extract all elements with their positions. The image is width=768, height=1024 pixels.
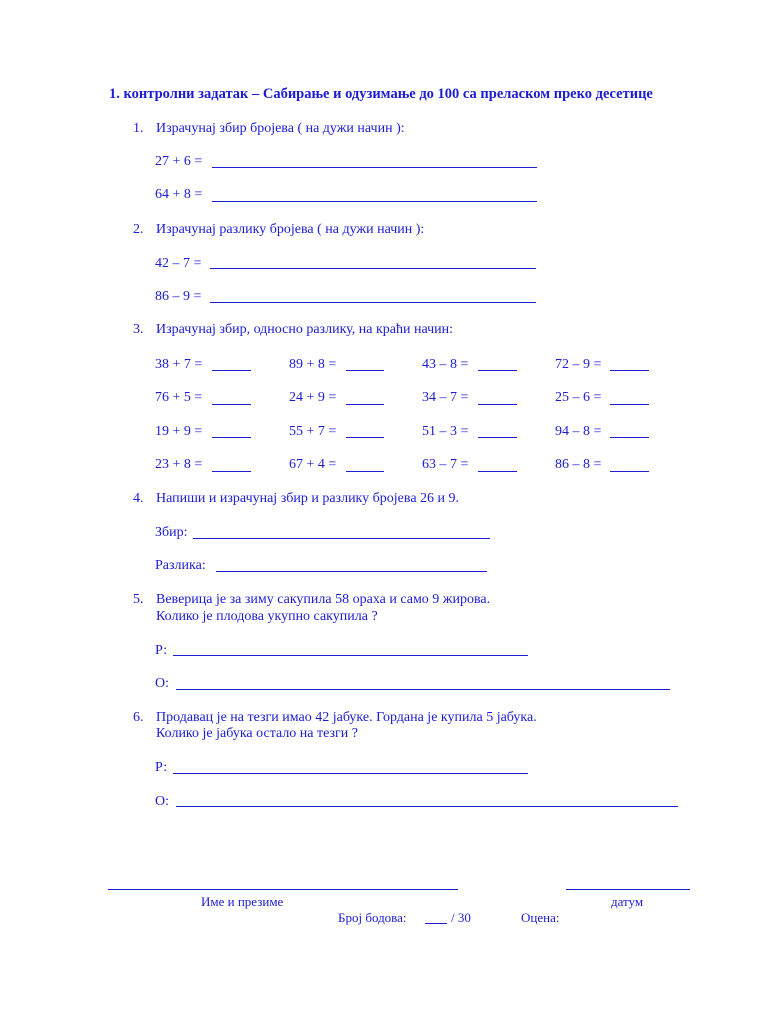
answer-blank[interactable] xyxy=(346,404,384,405)
task-2-item-2: 86 – 9 = xyxy=(155,289,202,304)
answer-line[interactable] xyxy=(173,655,528,656)
grid-expression: 63 – 7 = xyxy=(422,457,469,472)
task-5-question: Колико је плодова укупно сакупила ? xyxy=(156,609,378,624)
task-6-question: Колико је јабука остало на тезги ? xyxy=(156,726,358,741)
grid-expression: 67 + 4 = xyxy=(289,457,337,472)
task-1-item-1: 27 + 6 = xyxy=(155,154,203,169)
answer-blank[interactable] xyxy=(212,404,251,405)
solution-label: Р: xyxy=(155,760,168,775)
task-4-number: 4. xyxy=(133,491,144,506)
task-6-text: Продавац је на тезги имао 42 јабуке. Гордана је купила 5 јабука. xyxy=(156,710,537,725)
task-2-item-1: 42 – 7 = xyxy=(155,256,202,271)
task-3-text: Израчунај збир, односно разлику, на краћи начин: xyxy=(156,322,454,337)
answer-blank[interactable] xyxy=(610,471,649,472)
grid-expression: 43 – 8 = xyxy=(422,357,469,372)
answer-blank[interactable] xyxy=(212,437,251,438)
grade-label: Оцена: xyxy=(521,910,560,925)
answer-line[interactable] xyxy=(173,773,528,774)
answer-line[interactable] xyxy=(216,571,487,572)
answer-line[interactable] xyxy=(176,689,670,690)
answer-blank[interactable] xyxy=(478,471,517,472)
answer-line[interactable] xyxy=(210,268,536,269)
difference-label: Разлика: xyxy=(155,558,206,573)
answer-blank[interactable] xyxy=(610,404,649,405)
answer-blank[interactable] xyxy=(346,471,384,472)
answer-blank[interactable] xyxy=(478,437,517,438)
grid-expression: 51 – 3 = xyxy=(422,424,469,439)
grid-expression: 24 + 9 = xyxy=(289,390,337,405)
name-label: Име и презиме xyxy=(201,894,284,909)
points-total: / 30 xyxy=(451,910,471,925)
answer-line[interactable] xyxy=(193,538,490,539)
sum-label: Збир: xyxy=(155,525,188,540)
answer-line[interactable] xyxy=(176,806,678,807)
task-5-number: 5. xyxy=(133,592,144,607)
date-line[interactable] xyxy=(566,889,690,890)
task-6-number: 6. xyxy=(133,710,144,725)
task-2-text: Израчунај разлику бројева ( на дужи начин ): xyxy=(156,222,425,237)
answer-label: О: xyxy=(155,676,169,691)
answer-line[interactable] xyxy=(210,302,536,303)
task-2-number: 2. xyxy=(133,222,144,237)
answer-blank[interactable] xyxy=(346,370,384,371)
answer-line[interactable] xyxy=(212,167,537,168)
answer-blank[interactable] xyxy=(610,437,649,438)
answer-blank[interactable] xyxy=(610,370,649,371)
points-label: Број бодова: xyxy=(338,910,407,925)
grid-expression: 89 + 8 = xyxy=(289,357,337,372)
grid-expression: 72 – 9 = xyxy=(555,357,602,372)
date-label: датум xyxy=(611,894,644,909)
answer-line[interactable] xyxy=(212,201,537,202)
task-1-text: Израчунај збир бројева ( на дужи начин ): xyxy=(156,121,405,136)
page-title: 1. контролни задатак – Сабирање и одузимање до 100 са преласком преко десетице xyxy=(109,86,653,102)
grid-expression: 55 + 7 = xyxy=(289,424,337,439)
answer-label: О: xyxy=(155,794,169,809)
answer-blank[interactable] xyxy=(478,370,517,371)
answer-blank[interactable] xyxy=(212,370,251,371)
grid-expression: 23 + 8 = xyxy=(155,457,203,472)
grid-expression: 86 – 8 = xyxy=(555,457,602,472)
grid-expression: 25 – 6 = xyxy=(555,390,602,405)
answer-blank[interactable] xyxy=(212,471,251,472)
answer-blank[interactable] xyxy=(478,404,517,405)
name-line[interactable] xyxy=(108,889,458,890)
task-3-number: 3. xyxy=(133,322,144,337)
solution-label: Р: xyxy=(155,643,168,658)
task-4-text: Напиши и израчунај збир и разлику бројева 26 и 9. xyxy=(156,491,460,506)
task-1-item-2: 64 + 8 = xyxy=(155,187,203,202)
task-5-text: Веверица је за зиму сакупила 58 ораха и само 9 жирова. xyxy=(156,592,491,607)
grid-expression: 34 – 7 = xyxy=(422,390,469,405)
grid-expression: 19 + 9 = xyxy=(155,424,203,439)
grid-expression: 76 + 5 = xyxy=(155,390,203,405)
answer-blank[interactable] xyxy=(346,437,384,438)
points-blank[interactable] xyxy=(425,923,447,924)
grid-expression: 94 – 8 = xyxy=(555,424,602,439)
task-1-number: 1. xyxy=(133,121,144,136)
grid-expression: 38 + 7 = xyxy=(155,357,203,372)
